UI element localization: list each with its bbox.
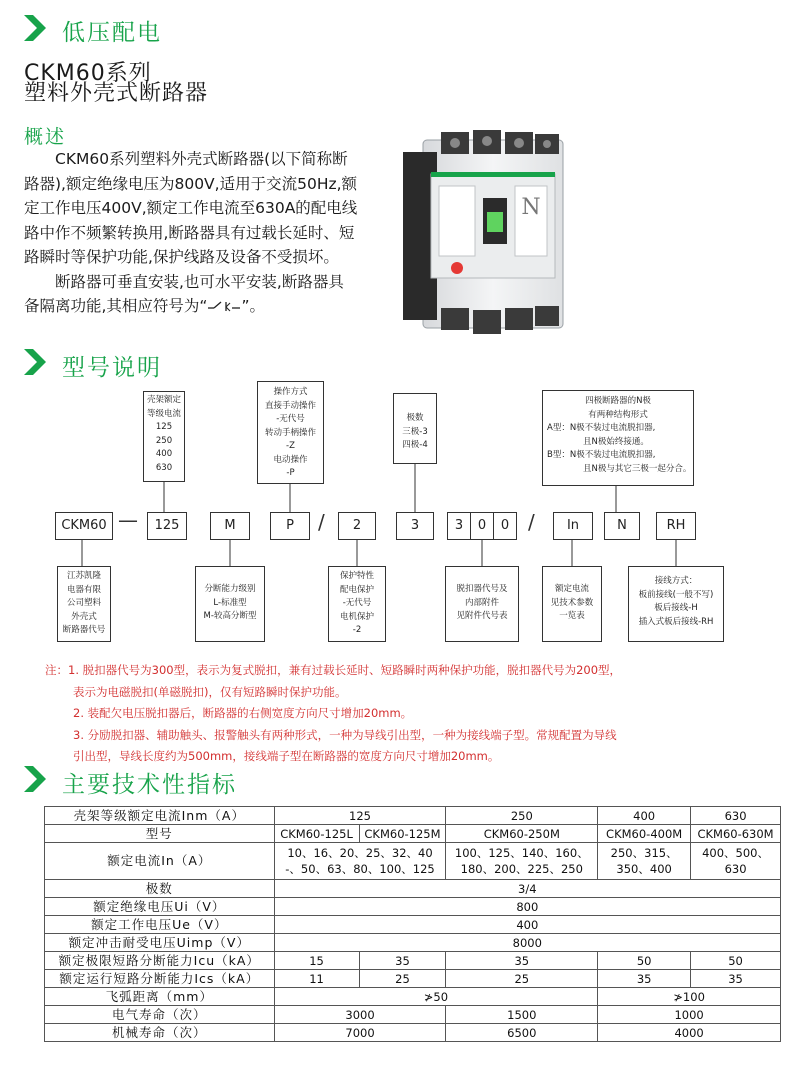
table-cell: 7000 [274, 1024, 446, 1042]
cell-line: 350、400 [616, 862, 672, 876]
code-series: CKM60 [55, 512, 113, 540]
brand-mark: N [521, 195, 541, 220]
poles-label: 极数 [45, 880, 275, 898]
box-line: 配电保护 [339, 584, 374, 595]
box-line: 江苏凯隆 [66, 571, 101, 581]
box-line: 直接手动操作 [264, 400, 316, 411]
box-line: 见附件代号表 [456, 611, 508, 621]
box-line: 板前接线(一般不写) [638, 589, 714, 600]
table-cell [598, 843, 691, 880]
table-cell: 8000 [274, 934, 780, 952]
table-row [45, 825, 781, 843]
table-row [45, 1024, 781, 1042]
ue-label: 额定工作电压Ue（V） [45, 916, 275, 934]
notes [45, 660, 765, 768]
box-line: 250 [155, 435, 173, 446]
box-line: 壳架额定 [146, 395, 181, 405]
table-cell: 11 [274, 970, 359, 988]
box-line: 四极断路器的N极 [585, 396, 651, 406]
table-cell: ≯50 [274, 988, 598, 1006]
table-cell: 50 [598, 952, 691, 970]
overview-paragraph-1: CKM60系列塑料外壳式断路器(以下简称断路器),额定绝缘电压为800V,适用于交流50Hz,额定工作电压400V,额定工作电流至630A的配电线路中作不频繁转换用,断路器具有过载长延时、短路瞬时等保护功能,保护线路及设备不受损坏。 [24, 150, 358, 266]
box-line: -无代号 [342, 598, 372, 608]
code-protection: 2 [338, 512, 376, 540]
table-row [45, 934, 781, 952]
box-line: 三极-3 [402, 426, 428, 437]
box-line: 等级电流 [146, 408, 181, 419]
table-cell: CKM60-125M [359, 825, 446, 843]
arc-label: 飞弧距离（mm） [45, 988, 275, 1006]
poles-box [393, 393, 437, 464]
box-line: -Z [286, 441, 295, 451]
table-cell: 250 [446, 807, 598, 825]
table-row [45, 1006, 781, 1024]
table-cell: 6500 [446, 1024, 598, 1042]
table-cell: 25 [359, 970, 446, 988]
table-row [45, 988, 781, 1006]
section-title-low-voltage: 低压配电 [62, 20, 162, 46]
code-slash: / [318, 510, 325, 534]
box-line: 保护特性 [339, 571, 374, 581]
product-series: CKM60系列 [24, 61, 152, 86]
table-cell: 25 [446, 970, 598, 988]
table-cell: 800 [274, 898, 780, 916]
table-cell: CKM60-630M [691, 825, 781, 843]
cell-line: 100、125、140、160、 [454, 846, 589, 860]
cell-line: 400、500、 [702, 846, 769, 860]
code-breaking: M [210, 512, 250, 540]
note-line: 2. 装配欠电压脱扣器后，断路器的右侧宽度方向尺寸增加20mm。 [73, 706, 413, 720]
table-cell: 35 [446, 952, 598, 970]
box-line: 四极-4 [402, 440, 428, 450]
box-line: B型：N极不装过电流脱扣器, [547, 450, 656, 460]
box-line: 脱扣器代号及 [456, 584, 508, 594]
box-line: 极数 [406, 413, 424, 423]
elec-life-label: 电气寿命（次） [45, 1006, 275, 1024]
icu-label: 额定极限短路分断能力Icu（kA） [45, 952, 275, 970]
rated-current-box [542, 566, 602, 642]
box-line: -2 [352, 625, 362, 635]
box-line: 接线方式： [654, 576, 698, 586]
code-slash: / [528, 510, 535, 534]
cell-line: -、50、63、80、100、125 [285, 862, 435, 876]
box-line: 一览表 [559, 611, 585, 621]
table-cell [691, 843, 781, 880]
box-line: 转动手柄操作 [264, 427, 316, 438]
wiring-box [628, 566, 724, 642]
spec-table [44, 806, 781, 1042]
ui-label: 额定绝缘电压Ui（V） [45, 898, 275, 916]
box-line: 板后接线-H [654, 603, 698, 613]
table-row [45, 916, 781, 934]
table-row [45, 970, 781, 988]
protection-box [328, 566, 386, 642]
table-row [45, 898, 781, 916]
uimp-label: 额定冲击耐受电压Uimp（V） [45, 934, 275, 952]
table-cell: 630 [691, 807, 781, 825]
company-code-box [57, 566, 111, 642]
box-line: 电机保护 [339, 611, 374, 622]
table-cell: 3000 [274, 1006, 446, 1024]
table-cell: 400 [598, 807, 691, 825]
breaking-capacity-box [195, 566, 265, 642]
table-cell: 3/4 [274, 880, 780, 898]
table-cell: 1000 [598, 1006, 781, 1024]
table-cell: 125 [274, 807, 446, 825]
operation-mode-box [257, 381, 324, 484]
note-line: 引出型，导线长度约为500mm，接线端子型在断路器的宽度方向尺寸增加20mm。 [73, 749, 500, 763]
box-line: 电器有限 [66, 584, 101, 595]
table-cell: 400 [274, 916, 780, 934]
table-cell: 15 [274, 952, 359, 970]
box-line: 外壳式 [71, 611, 97, 622]
release-code-box [445, 566, 519, 642]
box-line: M-较高分断型 [203, 611, 257, 621]
note-line: 3. 分励脱扣器、辅助触头、报警触头有两种形式，一种为导线引出型，一种为接线端子型。常规配置为导线 [73, 727, 617, 742]
box-line: 630 [155, 462, 173, 473]
box-line: 且N极与其它三极一起分合。 [583, 463, 692, 474]
table-cell: 1500 [446, 1006, 598, 1024]
table-cell [446, 843, 598, 880]
table-row [45, 952, 781, 970]
table-cell: 35 [359, 952, 446, 970]
box-line: 插入式板后接线-RH [638, 616, 714, 627]
code-current: In [553, 512, 593, 540]
frame-current-box [143, 391, 185, 482]
overview-paragraph-2-text: 断路器可垂直安装,也可水平安装,断路器具备隔离功能,其相应符号为“ [24, 272, 344, 315]
box-line: A型：N极不装过电流脱扣器, [547, 423, 656, 433]
table-row [45, 807, 781, 825]
overview-paragraph-2-end: ”。 [241, 297, 265, 315]
code-dash: — [118, 508, 138, 532]
box-line: 分断能力级别 [204, 584, 256, 594]
current-label: 额定电流In（A） [45, 843, 275, 880]
table-cell: 35 [598, 970, 691, 988]
box-line: L-标准型 [213, 597, 247, 608]
cell-line: 10、16、20、25、32、40 [287, 846, 433, 860]
box-line: 有两种结构形式 [588, 409, 648, 420]
product-name: 塑料外壳式断路器 [24, 81, 209, 106]
mech-life-label: 机械寿命（次） [45, 1024, 275, 1042]
box-line: 公司塑料 [66, 598, 101, 608]
code-release-2: 0 [470, 512, 494, 540]
code-wiring: RH [656, 512, 696, 540]
table-cell: 35 [691, 970, 781, 988]
code-frame: 125 [147, 512, 187, 540]
model-label: 型号 [45, 825, 275, 843]
code-operation: P [270, 512, 310, 540]
box-line: 电动操作 [273, 454, 308, 465]
code-release-1: 3 [447, 512, 471, 540]
code-poles: 3 [396, 512, 434, 540]
ics-label: 额定运行短路分断能力Ics（kA） [45, 970, 275, 988]
table-cell [274, 843, 446, 880]
cell-line: 250、315、 [610, 846, 678, 860]
code-release-3: 0 [493, 512, 517, 540]
cell-line: 180、200、225、250 [460, 862, 583, 876]
table-cell: ≯100 [598, 988, 781, 1006]
n-pole-box [542, 390, 694, 486]
table-cell: CKM60-250M [446, 825, 598, 843]
table-cell: CKM60-125L [274, 825, 359, 843]
overview-heading: 概述 [24, 126, 67, 148]
section-title-model-description: 型号说明 [62, 355, 162, 381]
box-line: -P [286, 468, 295, 478]
box-line: 且N极始终接通。 [583, 436, 649, 447]
code-n-pole: N [604, 512, 640, 540]
table-row [45, 843, 781, 880]
box-line: 额定电流 [554, 584, 589, 594]
frame-label: 壳架等级额定电流Inm（A） [45, 807, 275, 825]
table-cell: CKM60-400M [598, 825, 691, 843]
box-line: 断路器代号 [62, 625, 106, 635]
cell-line: 630 [724, 862, 747, 876]
box-line: 见技术参数 [550, 597, 594, 608]
table-cell: 50 [691, 952, 781, 970]
table-cell: 4000 [598, 1024, 781, 1042]
note-line: 注：1. 脱扣器代号为300型，表示为复式脱扣，兼有过载长延时、短路瞬时两种保护功能，脱扣器代号为200型， [45, 663, 622, 677]
box-line: 400 [155, 449, 173, 459]
table-row [45, 880, 781, 898]
box-line: 内部附件 [464, 597, 499, 608]
box-line: -无代号 [276, 414, 305, 424]
box-line: 操作方式 [273, 387, 308, 397]
chevron-right-icon [22, 764, 48, 794]
box-line: 125 [155, 422, 173, 432]
section-title-specifications: 主要技术性指标 [62, 772, 237, 798]
note-line: 表示为电磁脱扣(单磁脱扣)，仅有短路瞬时保护功能。 [73, 684, 347, 699]
